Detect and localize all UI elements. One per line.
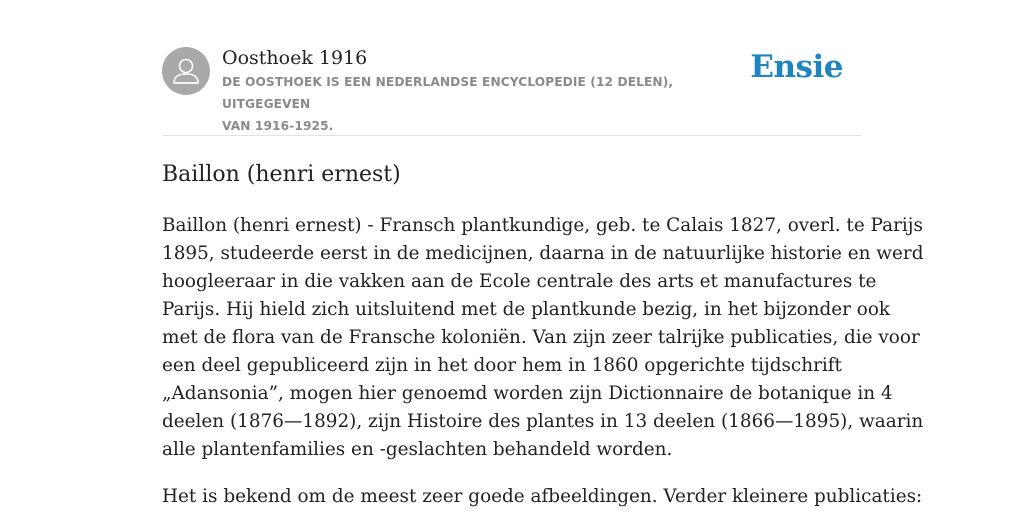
header-divider bbox=[162, 135, 862, 136]
entry-body bbox=[162, 212, 924, 511]
source-title[interactable]: Oosthoek 1916 bbox=[222, 47, 368, 69]
text-line: Het is bekend om de meest zeer goede afbeeldingen. Verder kleinere publicaties: bbox=[162, 486, 923, 507]
user-silhouette-icon bbox=[162, 47, 210, 95]
ensie-logo-link[interactable]: Ensie bbox=[750, 49, 843, 85]
entry-title: Baillon (henri ernest) bbox=[162, 162, 401, 187]
text-line: hoogleeraar in die vakken aan de Ecole centrale des arts et manufactures te bbox=[162, 271, 877, 292]
text-line: met de flora van de Fransche koloniën. Van zijn zeer talrijke publicaties, die voor bbox=[162, 327, 920, 348]
text-line: Baillon (henri ernest) - Fransch plantkundige, geb. te Calais 1827, overl. te Parijs bbox=[162, 215, 923, 236]
text-line: Parijs. Hij hield zich uitsluitend met de plantkunde bezig, in het bijzonder ook bbox=[162, 299, 891, 320]
text-line: een deel gepubliceerd zijn in het door hem in 1860 opgerichte tijdschrift bbox=[162, 355, 842, 376]
source-description bbox=[222, 71, 762, 137]
text-line: 1895, studeerde eerst in de medicijnen, daarna in de natuurlijke historie en werd bbox=[162, 243, 924, 264]
source-description-line: VAN 1916-1925. bbox=[222, 119, 334, 133]
paragraph-1 bbox=[162, 212, 924, 464]
source-description-line: DE OOSTHOEK IS EEN NEDERLANDSE ENCYCLOPEDIE (12 DELEN), UITGEGEVEN bbox=[222, 75, 674, 111]
text-line: deelen (1876—1892), zijn Histoire des plantes in 13 deelen (1866—1895), waarin bbox=[162, 411, 924, 432]
paragraph-gap bbox=[162, 464, 862, 483]
paragraph-2 bbox=[162, 483, 923, 511]
text-line: alle plantenfamilies en -geslachten behandeld worden. bbox=[162, 439, 673, 460]
source-header bbox=[162, 46, 862, 133]
text-line: „Adansonia”, mogen hier genoemd worden zijn Dictionnaire de botanique in 4 bbox=[162, 383, 893, 404]
